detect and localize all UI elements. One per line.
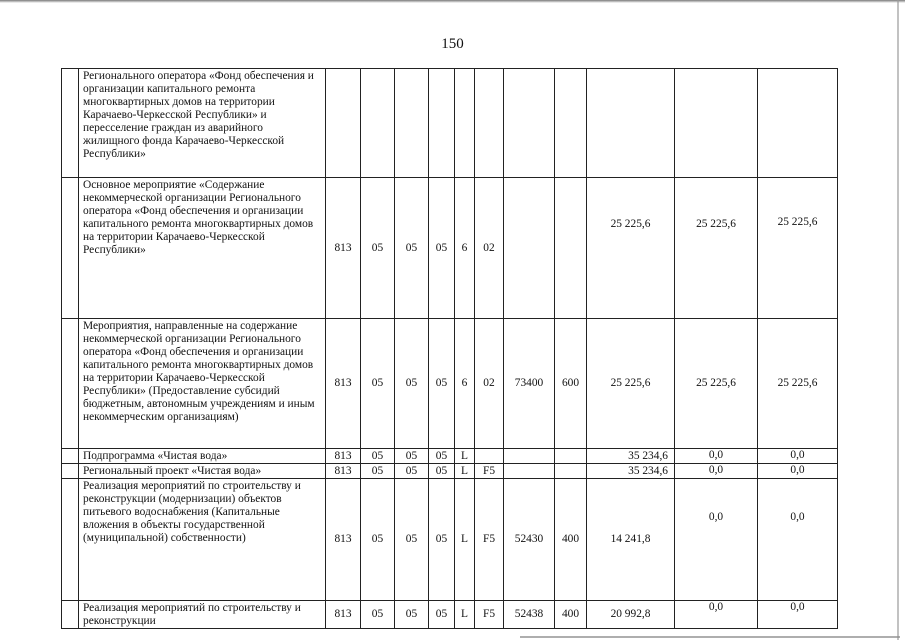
pr-cell: 05 (395, 449, 429, 464)
sum-year2-cell: 25 225,6 (675, 178, 758, 319)
row-name: Реализация мероприятий по строительству и реконструкции (модернизации) объектов питьевого водоснабжения (Капитальные вложения в объекты государственной (муниципальной) собственности) (79, 479, 326, 601)
subprogram-cell: L (455, 464, 475, 479)
subprogram-cell: L (455, 479, 475, 601)
row-name: Подпрограмма «Чистая вода» (79, 449, 326, 464)
table-row (62, 319, 838, 449)
direction-cell (504, 69, 555, 178)
sum-year3-cell: 25 225,6 (758, 178, 838, 319)
code-cell: 813 (326, 479, 361, 601)
table-row (62, 178, 838, 319)
code-cell: 813 (326, 178, 361, 319)
direction-cell (504, 449, 555, 464)
sum-year3-cell: 25 225,6 (758, 319, 838, 449)
rz-cell: 05 (361, 464, 395, 479)
program-cell: 05 (429, 464, 455, 479)
scan-edge-bottom (520, 636, 900, 638)
sum-year1-cell (587, 69, 675, 178)
table-row (62, 449, 838, 464)
sum-year1-cell: 25 225,6 (587, 319, 675, 449)
page-number: 150 (441, 36, 464, 52)
row-marker-cell (62, 464, 79, 479)
direction-cell: 52438 (504, 601, 555, 629)
sum-year1-cell: 35 234,6 (587, 449, 675, 464)
expense-type-cell: 400 (555, 601, 587, 629)
event-cell: F5 (475, 601, 504, 629)
rz-cell: 05 (361, 601, 395, 629)
program-cell (429, 69, 455, 178)
row-marker-cell (62, 601, 79, 629)
table-row (62, 464, 838, 479)
subprogram-cell (455, 69, 475, 178)
event-cell: F5 (475, 479, 504, 601)
event-cell: F5 (475, 464, 504, 479)
subprogram-cell: 6 (455, 319, 475, 449)
sum-year3-cell: 0,0 (758, 449, 838, 464)
sum-year2-cell: 0,0 (675, 449, 758, 464)
code-cell: 813 (326, 449, 361, 464)
scan-edge-right (897, 0, 899, 640)
row-name: Регионального оператора «Фонд обеспечения и организации капитального ремонта многоквартирных домов на территории Карачаево-Черкесской Республики» и пересселение граждан из аварийного жилищного фонда Карачаево-Черкесской Республики» (79, 69, 326, 178)
sum-year2-cell: 25 225,6 (675, 319, 758, 449)
rz-cell: 05 (361, 479, 395, 601)
pr-cell: 05 (395, 464, 429, 479)
subprogram-cell: 6 (455, 178, 475, 319)
program-cell: 05 (429, 601, 455, 629)
row-name: Основное мероприятие «Содержание некоммерческой организации Регионального оператора «Фонд обеспечения и организации капитального ремонта многоквартирных домов на территории Карачаево-Черкесской Республики» (79, 178, 326, 319)
table-row (62, 69, 838, 178)
row-marker-cell (62, 69, 79, 178)
pr-cell: 05 (395, 178, 429, 319)
rz-cell: 05 (361, 449, 395, 464)
subprogram-cell: L (455, 449, 475, 464)
direction-cell (504, 178, 555, 319)
direction-cell: 52430 (504, 479, 555, 601)
row-name: Региональный проект «Чистая вода» (79, 464, 326, 479)
pr-cell (395, 69, 429, 178)
budget-table (61, 68, 838, 629)
pr-cell: 05 (395, 479, 429, 601)
event-cell: 02 (475, 319, 504, 449)
sum-year3-cell (758, 69, 838, 178)
program-cell: 05 (429, 319, 455, 449)
subprogram-cell: L (455, 601, 475, 629)
rz-cell (361, 69, 395, 178)
scan-edge-top (0, 0, 905, 3)
code-cell: 813 (326, 319, 361, 449)
table-row (62, 479, 838, 601)
pr-cell: 05 (395, 319, 429, 449)
sum-year2-cell: 0,0 (675, 464, 758, 479)
event-cell (475, 449, 504, 464)
sum-year3-cell: 0,0 (758, 601, 838, 629)
rz-cell: 05 (361, 319, 395, 449)
expense-type-cell (555, 178, 587, 319)
direction-cell (504, 464, 555, 479)
row-name: Реализация мероприятий по строительству и реконструкции (79, 601, 326, 629)
expense-type-cell: 600 (555, 319, 587, 449)
code-cell: 813 (326, 601, 361, 629)
sum-year2-cell: 0,0 (675, 601, 758, 629)
program-cell: 05 (429, 178, 455, 319)
event-cell (475, 69, 504, 178)
expense-type-cell (555, 449, 587, 464)
sum-year1-cell: 20 992,8 (587, 601, 675, 629)
expense-type-cell (555, 464, 587, 479)
program-cell: 05 (429, 449, 455, 464)
sum-year3-cell: 0,0 (758, 464, 838, 479)
sum-year2-cell: 0,0 (675, 479, 758, 601)
expense-type-cell (555, 69, 587, 178)
sum-year1-cell: 14 241,8 (587, 479, 675, 601)
code-cell: 813 (326, 464, 361, 479)
expense-type-cell: 400 (555, 479, 587, 601)
row-name: Мероприятия, направленные на содержание некоммерческой организации Регионального оператора «Фонд обеспечения и организации капитального ремонта многоквартирных домов на территории Карачаево-Черкесской Республики» (Предоставление субсидий бюджетным, автономным учреждениям и иным некоммерческим организациям) (79, 319, 326, 449)
program-cell: 05 (429, 479, 455, 601)
pr-cell: 05 (395, 601, 429, 629)
direction-cell: 73400 (504, 319, 555, 449)
sum-year3-cell: 0,0 (758, 479, 838, 601)
event-cell: 02 (475, 178, 504, 319)
table-row (62, 601, 838, 629)
row-marker-cell (62, 449, 79, 464)
sum-year1-cell: 25 225,6 (587, 178, 675, 319)
sum-year2-cell (675, 69, 758, 178)
row-marker-cell (62, 319, 79, 449)
sum-year1-cell: 35 234,6 (587, 464, 675, 479)
row-marker-cell (62, 178, 79, 319)
row-marker-cell (62, 479, 79, 601)
rz-cell: 05 (361, 178, 395, 319)
code-cell (326, 69, 361, 178)
